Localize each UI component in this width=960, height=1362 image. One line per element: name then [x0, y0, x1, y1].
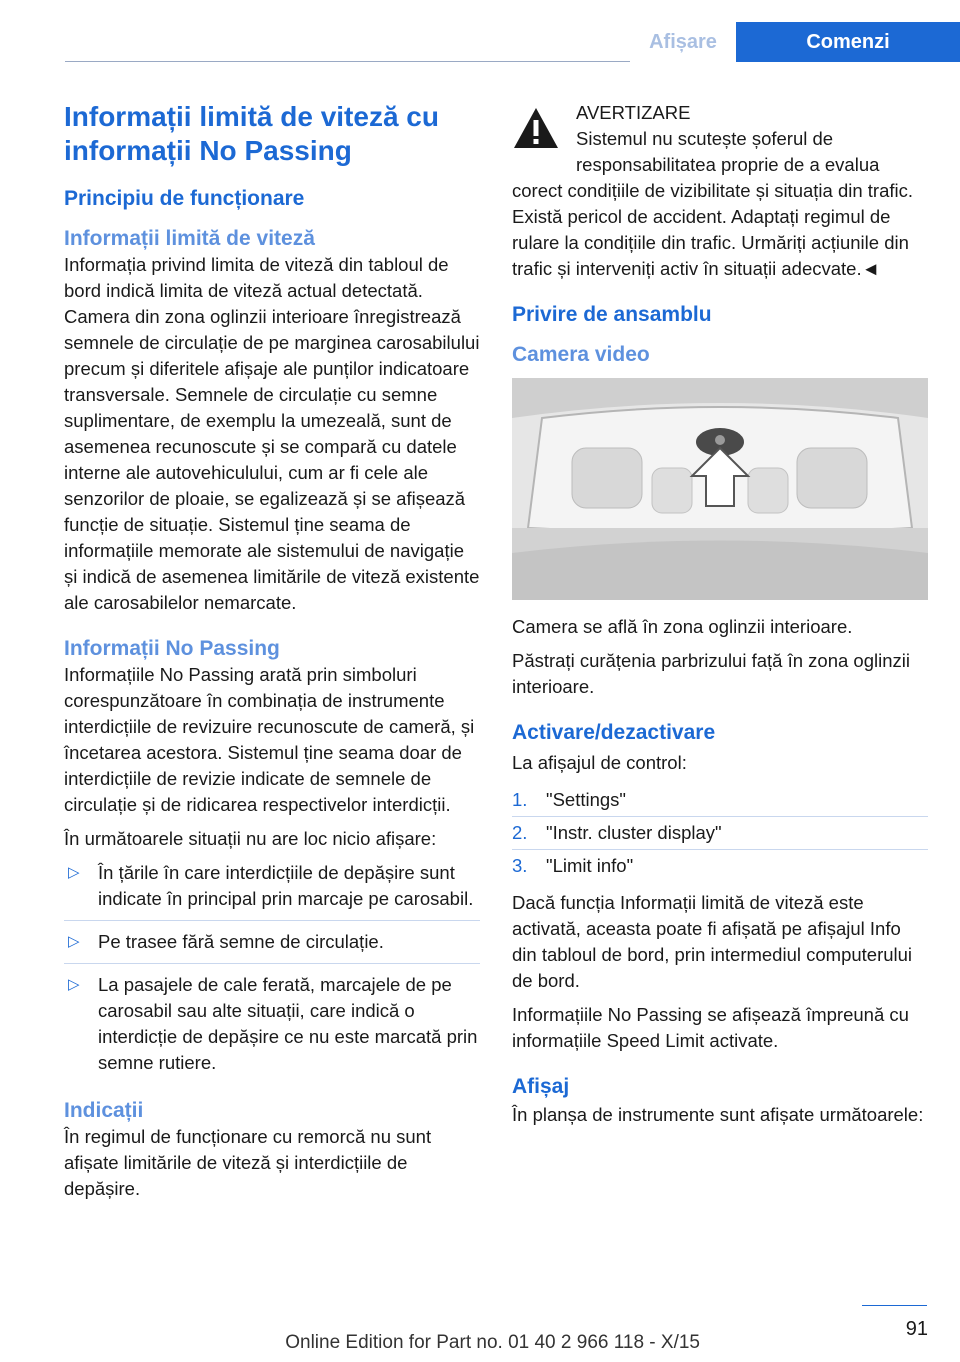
overview-heading: Privire de ansamblu: [512, 303, 712, 326]
notes-text: În regimul de funcționare cu remorcă nu sunt afișate limitările de viteză și interdicțiile de depășire.: [64, 1126, 432, 1199]
camera-text-1: Camera se află în zona oglinzii interioare.: [512, 616, 853, 637]
warning-title: AVERTIZARE: [576, 102, 691, 123]
triangle-right-icon: ▷: [68, 864, 80, 881]
header-section-tab[interactable]: Afișare: [630, 22, 736, 62]
camera-heading: Camera video: [512, 343, 650, 366]
triangle-right-icon: ▷: [68, 976, 80, 993]
footer-rule: [862, 1305, 927, 1306]
activation-text-1: Dacă funcția Informații limită de viteză este activată, aceasta poate fi afișată pe afișajul Info din tabloul de bord, prin intermediul computerului de bord.: [512, 892, 913, 991]
page-number: 91: [905, 1318, 928, 1340]
activation-text-2: Informațiile No Passing se afișează împreună cu informațiile Speed Limit activate.: [512, 1004, 909, 1051]
settings-steps: [512, 784, 928, 882]
list-item: ▷ La pasajele de cale ferată, marcajele de pe carosabil sau alte situații, care indică o interdicție de depășire ce nu este marcată prin semne rutiere.: [68, 974, 478, 1073]
display-text: În planșa de instrumente sunt afișate următoarele:: [512, 1104, 924, 1125]
warning-triangle-icon: [512, 106, 560, 150]
speed-limit-text: Informația privind limita de viteză din tabloul de bord indică limita de viteză actual detectată. Camera din zona oglinzii interioare înregistrează semnele de circulație de pe marginea carosabilului precum și diferitele afișaje ale punților indicatoare transversale. Semnele de circulație cu semne suplimentare, de exemplu la umezeală, sunt de asemenea recunoscute și se compară cu datele interne ale autovehiculului, cum ar fi cele ale senzorilor de ploaie, se egalizează și se afișează funcție de situație. Sistemul ține seama de informațiile memorate ale sistemului de navigație și indică de asemenea limitările de viteză existente ale carosabilelor nemarcate.: [64, 254, 480, 613]
edition-line: Online Edition for Part no. 01 40 2 966 118 - X/15: [285, 1332, 700, 1353]
list-item: ▷ În țările în care interdicțiile de depășire sunt indicate în principal prin marcaje pe carosabil.: [64, 860, 480, 921]
notes-heading: Indicații: [64, 1099, 144, 1122]
list-item: 2. "Instr. cluster display": [512, 817, 928, 850]
left-column: [64, 100, 480, 1210]
no-display-intro: În următoarele situații nu are loc nicio afișare:: [64, 828, 437, 849]
warning-box: [512, 100, 928, 282]
no-passing-heading: Informații No Passing: [64, 637, 280, 660]
no-passing-text: Informațiile No Passing arată prin simboluri corespunzătoare în combinația de instrumente interdicțiile de revizuire recunoscute de cameră, și încetarea acestora. Sistemul ține seama doar de interdicțiile de revizie indicate de semnele de circulație și de ridicarea respectivelor interdicții.: [64, 664, 475, 815]
right-column: [512, 100, 928, 1136]
warning-text: Sistemul nu scutește șoferul de responsabilitatea proprie de a evalua corect condițiile de vizibilitate și situația din trafic. Există pericol de accident. Adaptați regimul de rulare la condițiile din trafic. Urmăriți acțiunile din trafic și interveniți activ în situații adecvate.◄: [512, 128, 914, 279]
activation-heading: Activare/dezactivare: [512, 721, 716, 744]
page-title: Informații limită de viteză cu informații No Passing: [64, 101, 439, 166]
principle-heading: Principiu de funcționare: [64, 187, 305, 210]
header-chapter-tab[interactable]: Comenzi: [736, 22, 960, 62]
speed-limit-heading: Informații limită de viteză: [64, 227, 315, 250]
display-heading: Afișaj: [512, 1075, 570, 1098]
no-display-list: [64, 860, 480, 1084]
car-interior-photo: [512, 378, 928, 600]
camera-text-2: Păstrați curățenia parbrizului față în zona oglinzii interioare.: [512, 650, 910, 697]
list-item: ▷ Pe trasee fără semne de circulație.: [64, 929, 480, 964]
list-item: 3. "Limit info": [512, 855, 634, 876]
triangle-right-icon: ▷: [68, 933, 80, 950]
list-item: 1. "Settings": [512, 784, 928, 817]
activation-intro: La afișajul de control:: [512, 752, 687, 773]
